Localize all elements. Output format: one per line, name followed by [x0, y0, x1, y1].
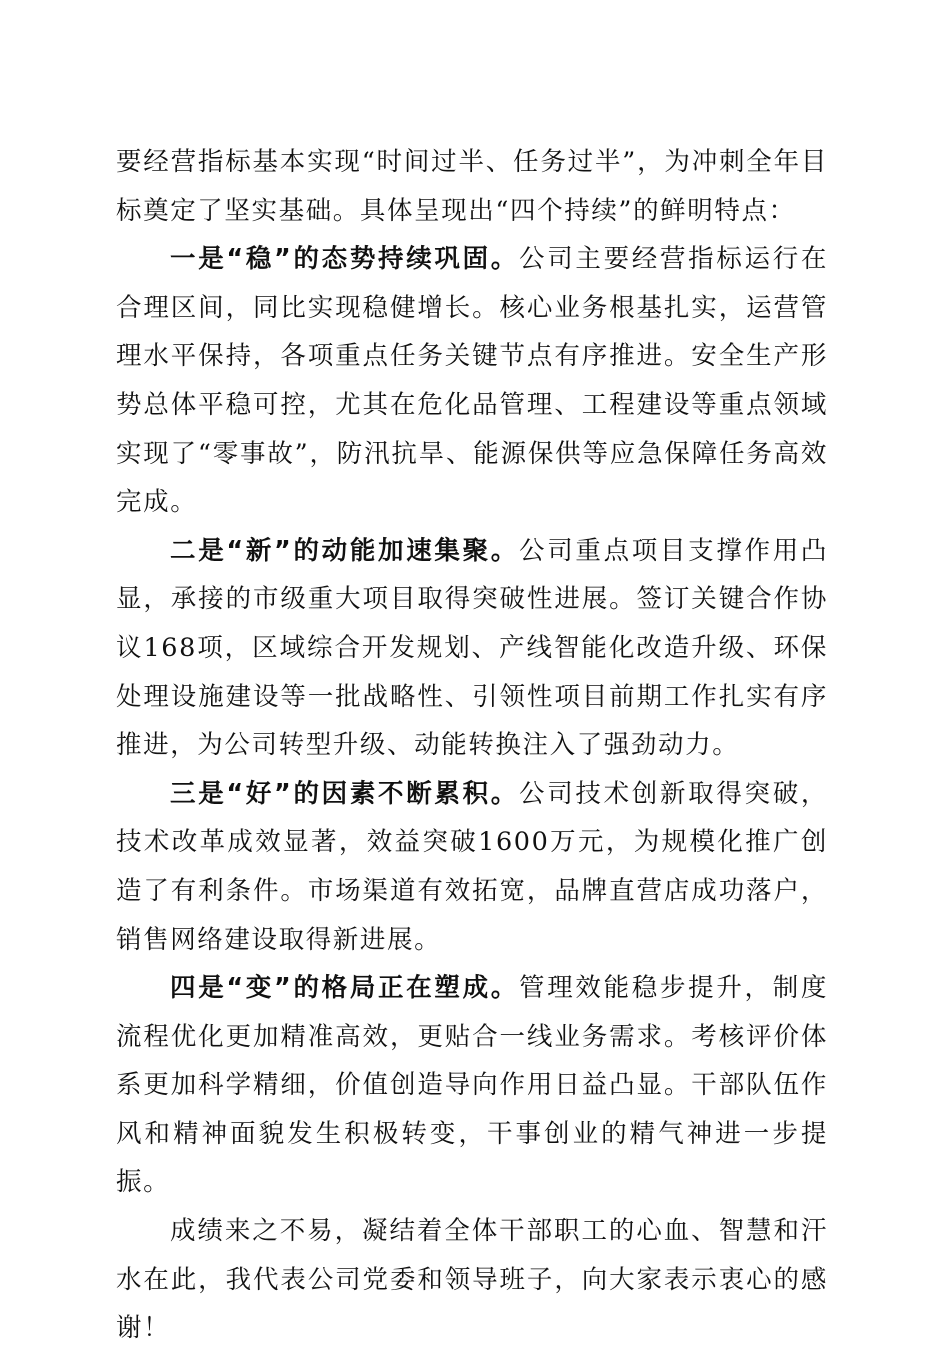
- point-1-lead: 一是“稳”的态势持续巩固。: [170, 244, 519, 275]
- point-paragraph-4: [116, 964, 828, 1207]
- closing-text: 成绩来之不易，凝结着全体干部职工的心血、智慧和汗水在此，我代表公司党委和领导班子，向大家表示衷心的感谢！: [116, 1216, 828, 1344]
- point-4-lead: 四是“变”的格局正在塑成。: [170, 973, 519, 1004]
- closing-paragraph: [116, 1207, 828, 1353]
- point-2-text: 公司重点项目支撑作用凸显，承接的市级重大项目取得突破性进展。签订关键合作协议168项，区域综合开发规划、产线智能化改造升级、环保处理设施建设等一批战略性、引领性项目前期工作扎实有序推进，为公司转型升级、动能转换注入了强劲动力。: [116, 535, 828, 761]
- intro-text: 要经营指标基本实现“时间过半、任务过半”，为冲刺全年目标奠定了坚实基础。具体呈现出“四个持续”的鲜明特点：: [116, 147, 828, 226]
- point-2-lead: 二是“新”的动能加速集聚。: [170, 535, 519, 566]
- intro-paragraph: [116, 138, 828, 235]
- point-paragraph-1: [116, 235, 828, 527]
- point-paragraph-3: [116, 770, 828, 964]
- point-3-lead: 三是“好”的因素不断累积。: [170, 778, 519, 809]
- document-page: [116, 138, 828, 1353]
- point-4-text: 管理效能稳步提升，制度流程优化更加精准高效，更贴合一线业务需求。考核评价体系更加科学精细，价值创造导向作用日益凸显。干部队伍作风和精神面貌发生积极转变，干事创业的精气神进一步提振。: [116, 973, 828, 1198]
- point-paragraph-2: [116, 527, 828, 770]
- point-1-text: 公司主要经营指标运行在合理区间，同比实现稳健增长。核心业务根基扎实，运营管理水平保持，各项重点任务关键节点有序推进。安全生产形势总体平稳可控，尤其在危化品管理、工程建设等重点领域实现了“零事故”，防汛抗旱、能源保供等应急保障任务高效完成。: [116, 244, 828, 518]
- point-3-text: 公司技术创新取得突破，技术改革成效显著，效益突破1600万元，为规模化推广创造了有利条件。市场渠道有效拓宽，品牌直营店成功落户，销售网络建设取得新进展。: [116, 778, 828, 955]
